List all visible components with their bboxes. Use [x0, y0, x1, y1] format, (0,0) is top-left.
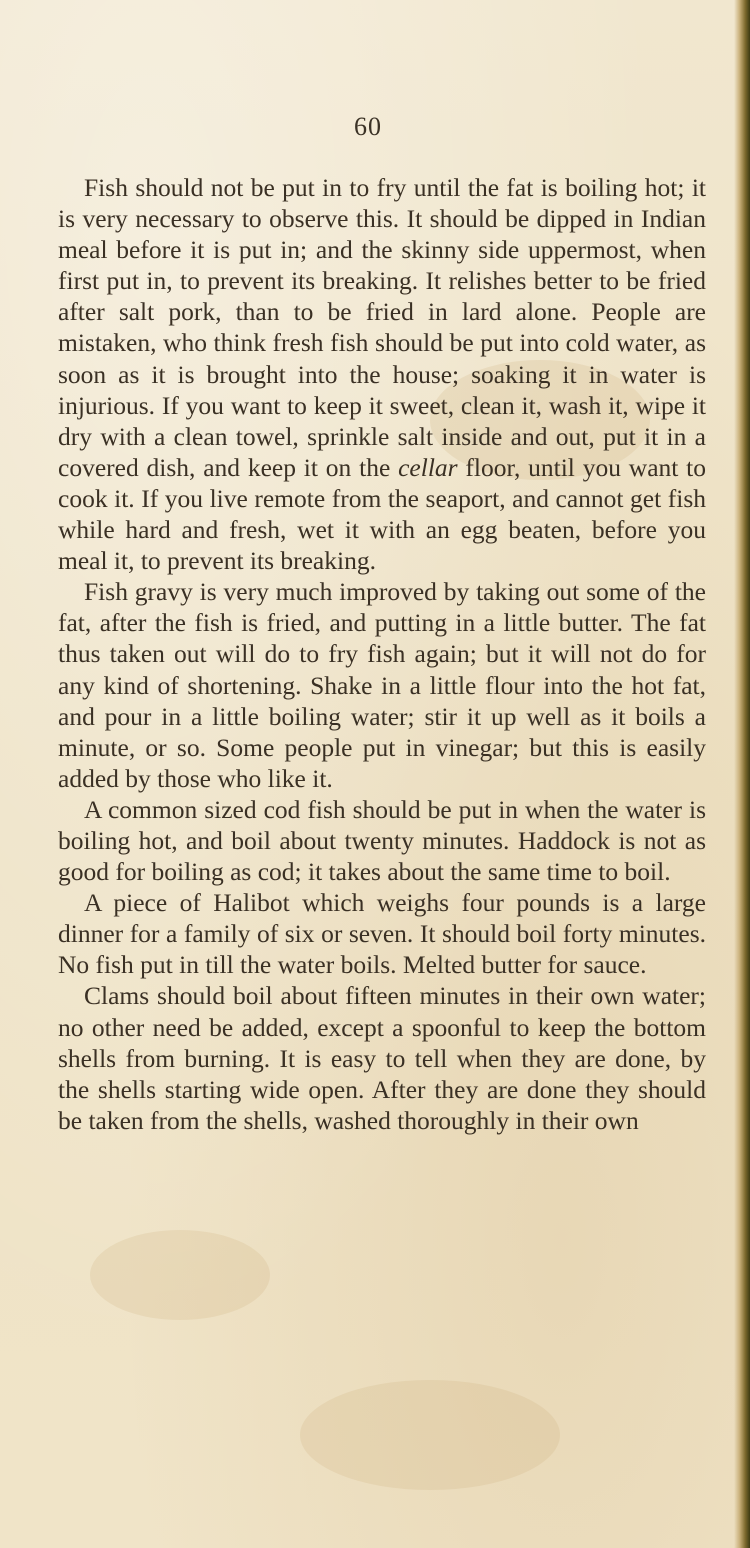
paragraph-fish-gravy: Fish gravy is very much improved by taking out some of the fat, after the fish is fried, and putting in a little butter. The fat thus taken out will do to fry fish again; but it will not do for any kind of shortening. Shake in a little flour into the hot fat, and pour in a little boiling water; stir it up well as it boils a minute, or so. Some people put in vinegar; but this is easily added by those who like it.	[58, 577, 706, 793]
paragraph-text: Fish should not be put in to fry until the fat is boiling hot; it is very necessary to observe this. It should be dipped in Indian meal before it is put in; and the skinny side uppermost, when first put in, to prevent its breaking. It relishes better to be fried after salt pork, than to be fried in lard alone. People are mistaken, who think fresh fish should be put into cold water, as soon as it is brought into the house; soaking it in water is injurious. If you want to keep it sweet, clean it, wash it, wipe it dry with a clean towel, sprinkle salt inside and out, put it in a covered dish, and keep it on the	[58, 173, 706, 482]
page-number: 60	[354, 112, 382, 141]
paragraph-frying-fish	[58, 172, 706, 576]
paper-stain	[300, 1380, 560, 1490]
italic-word: cellar	[398, 452, 458, 482]
page-edge-shadow	[734, 0, 750, 1548]
paragraph-cod-fish: A common sized cod fish should be put in when the water is boiling hot, and boil about twenty minutes. Haddock is not as good for boiling as cod; it takes about the same time to boil.	[58, 794, 706, 887]
paper-stain	[90, 1230, 270, 1320]
paragraph-clams: Clams should boil about fifteen minutes in their own water; no other need be added, except a spoonful to keep the bottom shells from burning. It is easy to tell when they are done, by the shells starting wide open. After they are done they should be taken from the shells, washed thoroughly in their own	[58, 981, 706, 1135]
paragraph-halibot: A piece of Halibot which weighs four pounds is a large dinner for a family of six or seven. It should boil forty minutes. No fish put in till the water boils. Melted butter for sauce.	[58, 888, 706, 980]
page-body	[58, 172, 706, 1136]
paragraph-text: floor, until you want to cook it. If you live remote from the seaport, and cannot get fish while hard and fresh, wet it with an egg beaten, before you meal it, to prevent its breaking.	[58, 452, 706, 576]
